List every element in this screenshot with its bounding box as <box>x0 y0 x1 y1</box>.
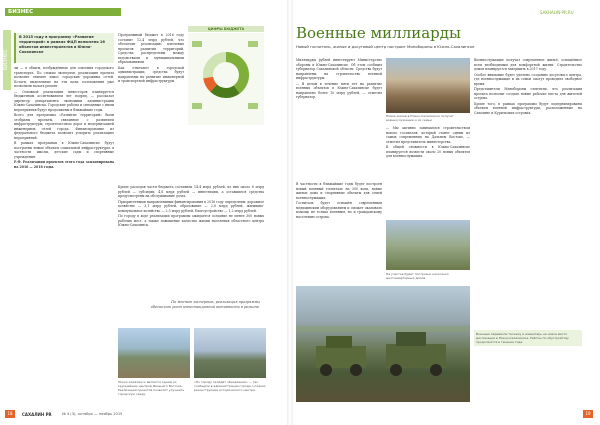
article-subtitle: Новый госпиталь, жилые и досуговый центр построит Минобороны в Южно-Сахалинске <box>296 44 475 49</box>
paragraph: Р.Ф. Реализация проектов этого года запланирована на 2016 — 2018 годы. <box>14 160 114 169</box>
paragraph: В частности в ближайшие годы будет построен новый военный госпиталь на 300 коек, новые жилые дома и спортивные объекты для семей военнослужащих. <box>296 182 382 200</box>
photo-caption: Военные перевезли технику и инвентарь на новое место дислокации в Южно-Сахалинске. Работы по обустройству продолжатся в течение года. <box>474 330 582 346</box>
page-number-left: 18 <box>5 410 15 418</box>
section-header-left <box>5 8 121 16</box>
page-number-right: 19 <box>583 410 593 418</box>
paragraph: Госпиталь будет оснащён современным медицинским оборудованием и сможет оказывать помощь не только военным, но и гражданскому населению острова. <box>296 201 382 219</box>
section-label: БИЗНЕС <box>8 9 34 15</box>
pull-quote: По мнению экспертов, реализация программы обеспечит рост инвестиционной активности в регионе. <box>150 300 260 309</box>
donut-chart-icon <box>188 33 264 125</box>
paragraph: Кроме расходов части бюджета составили 14,4 млрд рублей, из них около 6 млрд рублей — субсидии, 4,8 млрд рублей — инвестиции, а оставшиеся средства предусмотрены на обслуживание долга. <box>118 185 264 198</box>
paragraph: Военнослужащие получат современное жильё, оснащённое всем необходимым для комфортной жизни. Строительство домов планируется завершить в 2017 году. <box>474 58 582 71</box>
right-col1 <box>296 58 382 178</box>
right-col2 <box>386 126 470 216</box>
page-gutter <box>287 0 293 425</box>
budget-infographic <box>188 33 264 125</box>
left-col2-top <box>118 33 184 183</box>
right-col3 <box>474 58 582 318</box>
paragraph: — Основной реализации инвесторов планируется бюджетным ассигнованием лет подряд, — рассказал директор департамента экономики администрации Южно-Сахалинска. Городские работы и связанные с ними мероприятия будут продолжены в ближайшие годы. <box>14 89 114 112</box>
paragraph: Как отмечают в городской администрации, средства будут направлены на развитие инженерной и транспортной инфраструктуры. <box>118 65 184 83</box>
issue-info: № 4 (3), октябрь — ноябрь 2015 <box>62 412 123 416</box>
lead-box: В 2015 году в программу «Развитие территорий» в рамках ФЦП включено 16 объектов инвестпроектов в Южно-Сахалинске <box>14 33 114 63</box>
photo-caption: Новое жильё в Южно-Сахалинске получат военнослужащие и их семьи <box>386 114 454 122</box>
paragraph: Кроме того, в рамках программы будут модернизированы объекты военной инфраструктуры, расположенные на Сахалине и Курильских островах. <box>474 101 582 115</box>
photo-construction-site <box>386 220 470 270</box>
paragraph: — Мы активно занимаемся строительством нового госпиталя, который станет одним из самых современных на Дальнем Востоке, — отметил представитель министерства. <box>386 126 470 144</box>
photo-caption: На участке будет построено несколько многоквартирных домов <box>386 272 449 280</box>
photo-military-building <box>386 58 470 113</box>
left-col1 <box>14 66 114 366</box>
photo-city-1 <box>118 328 190 378</box>
paragraph: Особое внимание будет уделено созданию досугового центра, где военнослужащие и их семьи смогут проводить свободное время. <box>474 72 582 86</box>
paragraph: ли — в общем, возбуждённых для освоения городского транспорта. По словам экспертов, реализация проекта позволит снизить износ городских дорожных сетей. Кстати, выделенные на эти цели госвложения уже позволили начать ремонт. <box>14 66 114 88</box>
article-title: Военные миллиарды <box>296 24 461 42</box>
paragraph: — В целом в течение пяти лет на развитие военных объектов в Южно-Сахалинске будет направлено более 10 млрд рублей, — отметил губернатор. <box>296 81 382 99</box>
paragraph: Приоритетными направлениями финансирования в 2016 году определены: дорожное хозяйство — 3,1 млрд рублей, образование — 2,8 млрд рублей, жилищно-коммунальное хозяйство — 2,5 млрд рублей, благоустройство — 1,2 млрд рублей. <box>118 199 264 213</box>
paragraph: В рамках программы в Южно-Сахалинске будут построены новые объекты социальной инфраструктуры, в частности школы, детские сады и спортивные учреждения. <box>14 141 114 159</box>
vertical-tab: БИЗНЕС <box>3 30 11 90</box>
paragraph: По городу в ходе реализации программы ожидается создание не менее 300 новых рабочих мест, а также повышение качества жизни населения областного центра Южно-Сахалинск. <box>118 214 264 227</box>
photo-caption: Южно-Сахалинск является одним из крупнейших центров Дальнего Востока. Реализация проектов позволит улучшить городскую среду. <box>118 380 185 396</box>
chart-title-bar: ЦИФРЫ БЮДЖЕТА <box>188 26 264 32</box>
left-col-wide <box>118 185 264 275</box>
site-url[interactable]: SAKHALIN-PR.RU <box>540 10 574 15</box>
photo-military-vehicles <box>296 286 470 402</box>
photo-caption: «По городу пройдёт обновление» — так сообщили в администрации города о планах реконструкции исторического центра. <box>194 380 266 392</box>
military-vehicles-icon <box>296 286 470 402</box>
photo-city-2 <box>194 328 266 378</box>
paragraph: В общей сложности в Южно-Сахалинске планируется возвести около 20 новых объектов для военнослужащих. <box>386 145 470 158</box>
paragraph: Представители Минобороны отметили, что реализация проекта позволит создать новые рабочие места для жителей острова. <box>474 87 582 100</box>
paragraph: Миллиарды рублей инвестируют Министерство обороны в Южно-Сахалинске. Об этом сообщил губернатор Сахалинской области. Средства будут направлены на строительство военной инфраструктуры. <box>296 58 382 80</box>
paragraph: Всего для программы «Развитие территорий» были отобраны проекты, связанные с развитием инфраструктуры, строительством дорог и модернизацией инженерных сетей города. Финансирование из федерального бюджета позволит ускорить реализацию мероприятий. <box>14 113 114 140</box>
paragraph: Программный бюджет в 2016 году составит 12,4 млрд рублей, что обеспечит реализацию ключевых проектов развития территорий. Средства распределены между ведомствами и муниципальными образованиями. <box>118 33 184 64</box>
magazine-name: САХАЛИН PR <box>22 412 52 417</box>
